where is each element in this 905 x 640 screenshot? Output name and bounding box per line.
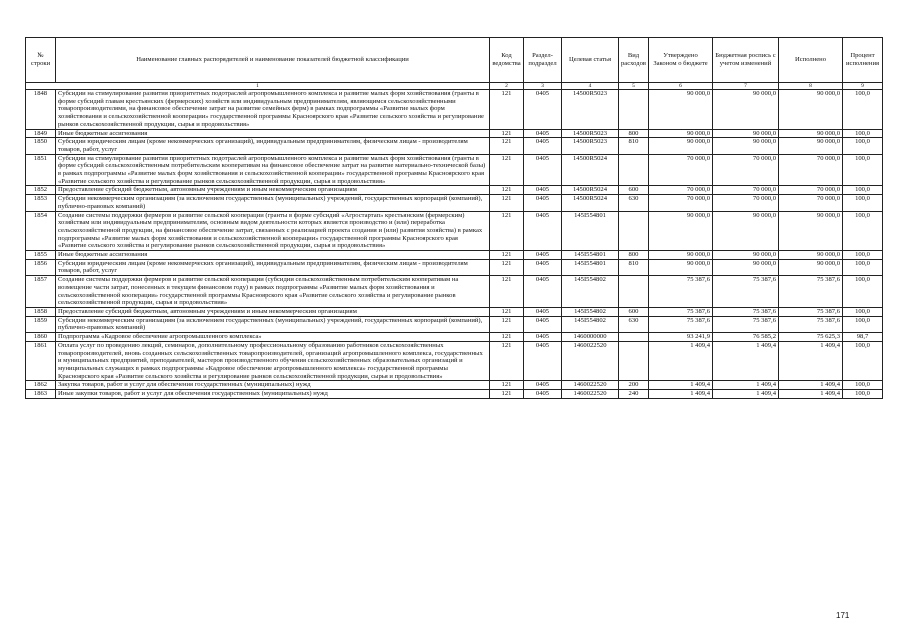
cell-name: Закупка товаров, работ и услуг для обеспечения государственных (муниципальных) нужд <box>56 381 490 390</box>
cell-name: Субсидии на стимулирование развития приоритетных подотраслей агропромышленного комплекса и развитие малых форм хозяйствования (гранты в форме субсидий сельскохозяйственным потребительским кооперативам на финансовое обеспечение затрат на развитие материально-технической базы) в рамках подпрограммы «Развитие малых форм хозяйствования и сельскохозяйственной кооперации» государственной программы Красноярского края «Развитие сельского хозяйства и регулирование рынков сельскохозяйственной продукции, сырья и продовольствия» <box>56 154 490 186</box>
cell-ros: 90 000,0 <box>713 251 779 260</box>
cell-n: 1852 <box>26 186 56 195</box>
cell-razd: 0405 <box>524 251 562 260</box>
cell-name: Подпрограмма «Кадровое обеспечение агропромышленного комплекса» <box>56 333 490 342</box>
cell-name: Субсидии некоммерческим организациям (за исключением государственных (муниципальных) учреждений, государственных корпораций (компаний), публично-правовых компаний) <box>56 195 490 211</box>
cell-name: Иные бюджетные ассигнования <box>56 251 490 260</box>
cell-isp: 75 625,3 <box>779 333 843 342</box>
cell-n: 1857 <box>26 276 56 308</box>
table-row <box>26 90 883 130</box>
column-number: 4 <box>562 83 619 90</box>
cell-name: Субсидии юридическим лицам (кроме некоммерческих организаций), индивидуальным предпринимателям, физическим лицам - производителям товаров, работ, услуг <box>56 259 490 275</box>
cell-pct: 100,0 <box>843 276 883 308</box>
cell-pct: 100,0 <box>843 129 883 138</box>
cell-ved: 121 <box>490 316 524 332</box>
cell-pct: 100,0 <box>843 251 883 260</box>
cell-n: 1861 <box>26 341 56 381</box>
cell-cst: 14500R5023 <box>562 138 619 154</box>
cell-zak: 75 387,6 <box>649 276 713 308</box>
cell-zak: 90 000,0 <box>649 129 713 138</box>
cell-ved: 121 <box>490 211 524 251</box>
cell-isp: 1 409,4 <box>779 341 843 381</box>
cell-vr: 800 <box>619 129 649 138</box>
cell-zak: 75 387,6 <box>649 307 713 316</box>
header-name: Наименование главных распорядителей и наименование показателей бюджетной классификации <box>56 38 490 83</box>
header-row <box>26 38 883 83</box>
cell-ros: 76 585,2 <box>713 333 779 342</box>
cell-razd: 0405 <box>524 195 562 211</box>
cell-zak: 90 000,0 <box>649 138 713 154</box>
cell-pct: 100,0 <box>843 211 883 251</box>
cell-n: 1863 <box>26 390 56 399</box>
cell-ros: 90 000,0 <box>713 129 779 138</box>
cell-vr: 630 <box>619 316 649 332</box>
cell-razd: 0405 <box>524 186 562 195</box>
cell-razd: 0405 <box>524 276 562 308</box>
cell-pct: 100,0 <box>843 195 883 211</box>
cell-pct: 100,0 <box>843 154 883 186</box>
column-number-row <box>26 83 883 90</box>
cell-ros: 75 387,6 <box>713 307 779 316</box>
cell-ved: 121 <box>490 154 524 186</box>
cell-ros: 70 000,0 <box>713 154 779 186</box>
cell-vr: 800 <box>619 251 649 260</box>
table-row <box>26 316 883 332</box>
cell-pct: 100,0 <box>843 138 883 154</box>
column-number: 1 <box>26 83 490 90</box>
cell-cst: 14500R5024 <box>562 154 619 186</box>
cell-isp: 75 387,6 <box>779 316 843 332</box>
table-row <box>26 341 883 381</box>
cell-vr <box>619 211 649 251</box>
cell-isp: 90 000,0 <box>779 129 843 138</box>
cell-n: 1860 <box>26 333 56 342</box>
cell-vr: 600 <box>619 186 649 195</box>
cell-ved: 121 <box>490 251 524 260</box>
cell-ros: 1 409,4 <box>713 341 779 381</box>
table-row <box>26 259 883 275</box>
cell-isp: 1 409,4 <box>779 381 843 390</box>
cell-isp: 90 000,0 <box>779 211 843 251</box>
cell-cst: 145I554801 <box>562 211 619 251</box>
cell-razd: 0405 <box>524 341 562 381</box>
cell-ros: 75 387,6 <box>713 276 779 308</box>
cell-name: Предоставление субсидий бюджетным, автономным учреждениям и иным некоммерческим организациям <box>56 186 490 195</box>
cell-pct: 100,0 <box>843 186 883 195</box>
cell-ros: 90 000,0 <box>713 90 779 130</box>
table-row <box>26 129 883 138</box>
cell-ved: 121 <box>490 381 524 390</box>
cell-n: 1850 <box>26 138 56 154</box>
page-number: 171 <box>836 611 850 620</box>
cell-zak: 70 000,0 <box>649 154 713 186</box>
column-number: 8 <box>779 83 843 90</box>
cell-n: 1856 <box>26 259 56 275</box>
cell-vr <box>619 154 649 186</box>
column-number: 7 <box>713 83 779 90</box>
cell-cst: 14500R5024 <box>562 195 619 211</box>
cell-name: Субсидии юридическим лицам (кроме некоммерческих организаций), индивидуальным предпринимателям, физическим лицам - производителям товаров, работ, услуг <box>56 138 490 154</box>
cell-cst: 145I554801 <box>562 251 619 260</box>
cell-zak: 70 000,0 <box>649 186 713 195</box>
cell-zak: 90 000,0 <box>649 211 713 251</box>
table-row <box>26 276 883 308</box>
cell-vr: 240 <box>619 390 649 399</box>
header-percent: Процент исполнения <box>843 38 883 83</box>
cell-ros: 70 000,0 <box>713 186 779 195</box>
cell-pct: 100,0 <box>843 259 883 275</box>
column-number: 2 <box>490 83 524 90</box>
cell-name: Иные закупки товаров, работ и услуг для обеспечения государственных (муниципальных) нужд <box>56 390 490 399</box>
cell-ved: 121 <box>490 307 524 316</box>
header-ved: Код ведомства <box>490 38 524 83</box>
cell-razd: 0405 <box>524 154 562 186</box>
cell-cst: 145I554801 <box>562 259 619 275</box>
cell-vr <box>619 276 649 308</box>
cell-cst: 145I554802 <box>562 307 619 316</box>
cell-vr <box>619 90 649 130</box>
cell-n: 1848 <box>26 90 56 130</box>
cell-ros: 70 000,0 <box>713 195 779 211</box>
table-row <box>26 333 883 342</box>
cell-n: 1858 <box>26 307 56 316</box>
cell-isp: 90 000,0 <box>779 259 843 275</box>
cell-n: 1854 <box>26 211 56 251</box>
cell-ros: 90 000,0 <box>713 211 779 251</box>
cell-cst: 1460022520 <box>562 381 619 390</box>
cell-n: 1859 <box>26 316 56 332</box>
budget-table-page <box>25 37 882 399</box>
cell-ved: 121 <box>490 90 524 130</box>
header-razdel: Раздел-подраздел <box>524 38 562 83</box>
cell-n: 1849 <box>26 129 56 138</box>
cell-name: Иные бюджетные ассигнования <box>56 129 490 138</box>
cell-cst: 14500R5024 <box>562 186 619 195</box>
cell-isp: 1 409,4 <box>779 390 843 399</box>
cell-cst: 1460022520 <box>562 390 619 399</box>
cell-zak: 90 000,0 <box>649 90 713 130</box>
cell-ved: 121 <box>490 276 524 308</box>
table-row <box>26 186 883 195</box>
cell-vr: 630 <box>619 195 649 211</box>
table-row <box>26 211 883 251</box>
cell-ros: 90 000,0 <box>713 138 779 154</box>
header-budget-list: Бюджетная роспись с учетом изменений <box>713 38 779 83</box>
header-expense-type: Вид расходов <box>619 38 649 83</box>
cell-vr: 600 <box>619 307 649 316</box>
cell-vr: 810 <box>619 138 649 154</box>
cell-isp: 70 000,0 <box>779 154 843 186</box>
cell-razd: 0405 <box>524 316 562 332</box>
cell-cst: 1460000000 <box>562 333 619 342</box>
cell-name: Предоставление субсидий бюджетным, автономным учреждениям и иным некоммерческим организациям <box>56 307 490 316</box>
table-row <box>26 154 883 186</box>
cell-isp: 90 000,0 <box>779 138 843 154</box>
cell-razd: 0405 <box>524 129 562 138</box>
cell-cst: 14500R5023 <box>562 90 619 130</box>
column-number: 3 <box>524 83 562 90</box>
cell-name: Субсидии некоммерческим организациям (за исключением государственных (муниципальных) учреждений, государственных корпораций (компаний), публично-правовых компаний) <box>56 316 490 332</box>
cell-zak: 90 000,0 <box>649 251 713 260</box>
cell-razd: 0405 <box>524 138 562 154</box>
cell-cst: 145I554802 <box>562 316 619 332</box>
cell-razd: 0405 <box>524 381 562 390</box>
cell-cst: 14500R5023 <box>562 129 619 138</box>
cell-vr <box>619 341 649 381</box>
cell-zak: 1 409,4 <box>649 341 713 381</box>
cell-ved: 121 <box>490 186 524 195</box>
cell-name: Субсидии на стимулирование развития приоритетных подотраслей агропромышленного комплекса и развитие малых форм хозяйствования (гранты в форме субсидий главам крестьянских (фермерских) хозяйств или индивидуальным предпринимателям, являющимся сельскохозяйственными товаропроизводителями, на финансовое обеспечение затрат на развитие семейных ферм) в рамках подпрограммы «Развитие малых форм хозяйствования и сельскохозяйственной кооперации» государственной программы Красноярского края «Развитие сельского хозяйства и регулирование рынков сельскохозяйственной продукции, сырья и продовольствия» <box>56 90 490 130</box>
cell-isp: 90 000,0 <box>779 90 843 130</box>
column-number: 5 <box>619 83 649 90</box>
cell-zak: 1 409,4 <box>649 390 713 399</box>
cell-name: Оплата услуг по проведению лекций, семинаров, дополнительному профессиональному образованию работников сельскохозяйственных товаропроизводителей, вновь созданных сельскохозяйственных товаропроизводителей, организаций агропромышленного комплекса, государственных и муниципальных предприятий, преподавателей, мастеров производственного обучения сельскохозяйственных образовательных организаций и муниципальных служащих в рамках подпрограммы «Кадровое обеспечение агропромышленного комплекса» государственной программы Красноярского края «Развитие сельского хозяйства и регулирование рынков сельскохозяйственной продукции, сырья и продовольствия» <box>56 341 490 381</box>
cell-ved: 121 <box>490 390 524 399</box>
cell-pct: 100,0 <box>843 307 883 316</box>
cell-razd: 0405 <box>524 307 562 316</box>
cell-pct: 100,0 <box>843 341 883 381</box>
cell-ros: 90 000,0 <box>713 259 779 275</box>
cell-razd: 0405 <box>524 390 562 399</box>
table-row <box>26 381 883 390</box>
cell-zak: 93 241,9 <box>649 333 713 342</box>
cell-pct: 100,0 <box>843 381 883 390</box>
cell-zak: 70 000,0 <box>649 195 713 211</box>
cell-zak: 75 387,6 <box>649 316 713 332</box>
cell-ros: 75 387,6 <box>713 316 779 332</box>
cell-cst: 145I554802 <box>562 276 619 308</box>
cell-isp: 70 000,0 <box>779 195 843 211</box>
cell-n: 1851 <box>26 154 56 186</box>
cell-razd: 0405 <box>524 211 562 251</box>
cell-name: Создание системы поддержки фермеров и развитие сельской кооперации (субсидии сельскохозяйственным потребительским кооперативам на возмещение части затрат, понесенных в текущем финансовом году) в рамках подпрограммы «Развитие малых форм хозяйствования и сельскохозяйственной кооперации» государственной программы Красноярского края «Развитие сельского хозяйства и регулирование рынков сельскохозяйственной продукции, сырья и продовольствия» <box>56 276 490 308</box>
table-row <box>26 307 883 316</box>
cell-razd: 0405 <box>524 259 562 275</box>
cell-ved: 121 <box>490 259 524 275</box>
cell-ved: 121 <box>490 129 524 138</box>
cell-name: Создание системы поддержки фермеров и развитие сельской кооперации (гранты в форме субсидий «Агростартап» крестьянским (фермерским) хозяйствам или индивидуальным предпринимателям, основным видом деятельности которых является производство и (или) переработка сельскохозяйственной продукции, на финансовое обеспечение затрат, связанных с реализацией проекта создания и (или) развития хозяйства) в рамках подпрограммы «Развитие малых форм хозяйствования и сельскохозяйственной кооперации» государственной программы Красноярского края «Развитие сельского хозяйства и регулирование рынков сельскохозяйственной продукции, сырья и продовольствия» <box>56 211 490 251</box>
header-row-number: № строки <box>26 38 56 83</box>
cell-pct: 100,0 <box>843 316 883 332</box>
cell-isp: 75 387,6 <box>779 307 843 316</box>
cell-ved: 121 <box>490 341 524 381</box>
table-row <box>26 390 883 399</box>
budget-table <box>25 37 883 399</box>
cell-ros: 1 409,4 <box>713 390 779 399</box>
cell-n: 1853 <box>26 195 56 211</box>
cell-zak: 1 409,4 <box>649 381 713 390</box>
cell-isp: 75 387,6 <box>779 276 843 308</box>
header-target-article: Целевая статья <box>562 38 619 83</box>
cell-ros: 1 409,4 <box>713 381 779 390</box>
table-row <box>26 138 883 154</box>
table-row <box>26 195 883 211</box>
cell-isp: 90 000,0 <box>779 251 843 260</box>
cell-ved: 121 <box>490 195 524 211</box>
cell-ved: 121 <box>490 333 524 342</box>
cell-n: 1862 <box>26 381 56 390</box>
table-row <box>26 251 883 260</box>
cell-vr: 200 <box>619 381 649 390</box>
cell-cst: 1460022520 <box>562 341 619 381</box>
cell-razd: 0405 <box>524 90 562 130</box>
cell-ved: 121 <box>490 138 524 154</box>
cell-pct: 98,7 <box>843 333 883 342</box>
cell-vr <box>619 333 649 342</box>
cell-n: 1855 <box>26 251 56 260</box>
column-number: 6 <box>649 83 713 90</box>
header-approved: Утверждено Законом о бюджете <box>649 38 713 83</box>
cell-zak: 90 000,0 <box>649 259 713 275</box>
cell-pct: 100,0 <box>843 90 883 130</box>
table-body <box>26 90 883 399</box>
header-executed: Исполнено <box>779 38 843 83</box>
cell-razd: 0405 <box>524 333 562 342</box>
cell-isp: 70 000,0 <box>779 186 843 195</box>
cell-vr: 810 <box>619 259 649 275</box>
cell-pct: 100,0 <box>843 390 883 399</box>
column-number: 9 <box>843 83 883 90</box>
